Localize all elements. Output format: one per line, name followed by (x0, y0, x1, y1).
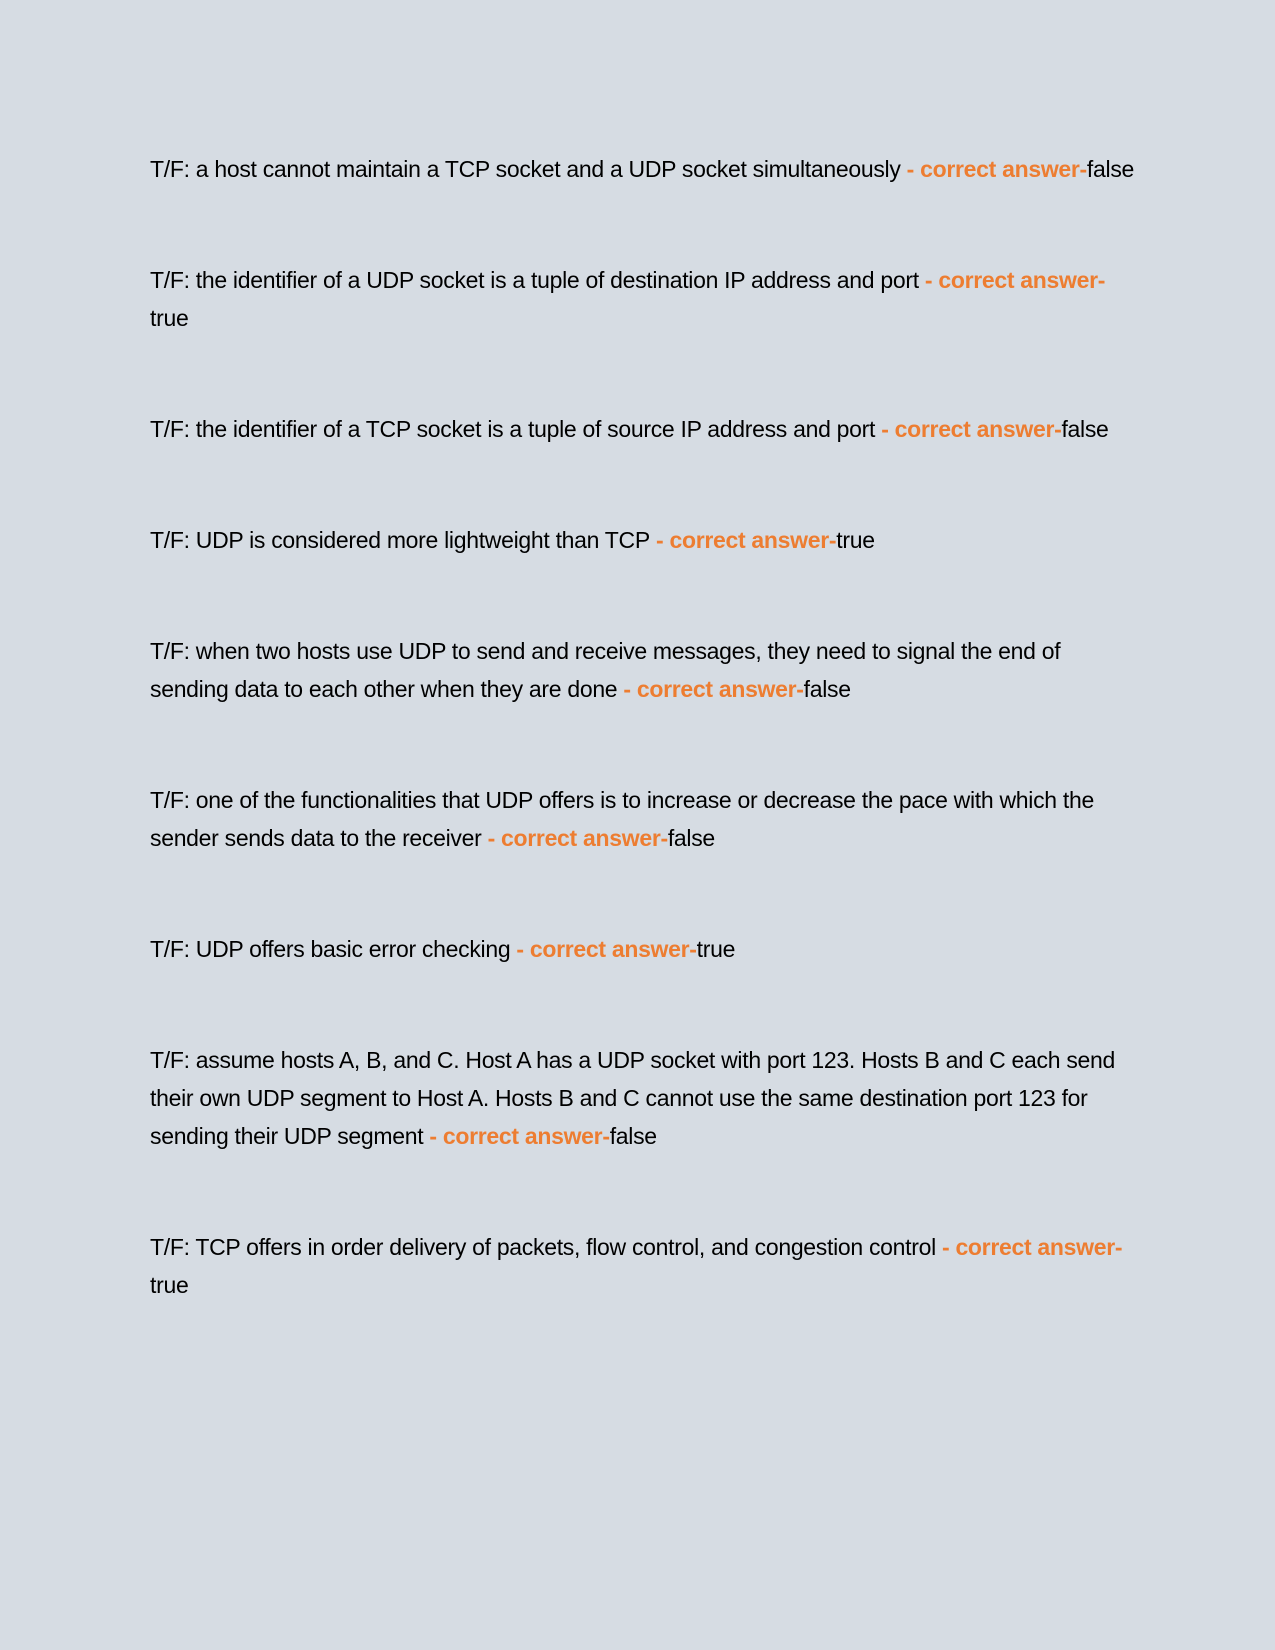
question-item (150, 781, 1135, 857)
answer-label: - correct answer- (510, 936, 697, 962)
answer-label: - correct answer- (900, 156, 1087, 182)
question-item (150, 261, 1135, 337)
question-item (150, 1228, 1135, 1304)
answer-label: - correct answer- (875, 416, 1062, 442)
question-text: T/F: when two hosts use UDP to send and receive messages, they need to signal the end of sending data to each other when they are done (150, 638, 1061, 702)
question-text: T/F: the identifier of a UDP socket is a tuple of destination IP address and port (150, 267, 919, 293)
question-item (150, 632, 1135, 708)
answer-label: - correct answer- (649, 527, 837, 553)
answer-value: false (609, 1123, 657, 1149)
answer-value: true (150, 1272, 189, 1298)
answer-value: false (667, 825, 715, 851)
answer-label: - correct answer- (617, 676, 804, 702)
question-text: T/F: a host cannot maintain a TCP socket and a UDP socket simultaneously (150, 156, 901, 182)
answer-value: true (696, 936, 736, 962)
question-text: T/F: assume hosts A, B, and C. Host A has a UDP socket with port 123. Hosts B and C each send their own UDP segment to Host A. Hosts B and C cannot use the same destination port 123 for sending their UDP segment (150, 1047, 1115, 1149)
answer-label: - correct answer- (918, 267, 1106, 293)
answer-label: - correct answer- (423, 1123, 610, 1149)
answer-value: true (150, 305, 189, 331)
question-item (150, 521, 1135, 559)
answer-value: false (1086, 156, 1135, 182)
question-item (150, 150, 1135, 188)
answer-value: true (836, 527, 875, 553)
question-item (150, 1041, 1135, 1155)
question-text: T/F: the identifier of a TCP socket is a tuple of source IP address and port (150, 416, 876, 442)
answer-label: - correct answer- (935, 1234, 1123, 1260)
answer-value: false (1061, 416, 1109, 442)
question-text: T/F: TCP offers in order delivery of packets, flow control, and congestion control (150, 1234, 936, 1260)
question-text: T/F: UDP offers basic error checking (150, 936, 511, 962)
question-item (150, 930, 1135, 968)
question-text: T/F: one of the functionalities that UDP offers is to increase or decrease the pace with which the sender sends data to the receiver (150, 787, 1094, 851)
question-item (150, 410, 1135, 448)
answer-label: - correct answer- (481, 825, 668, 851)
question-text: T/F: UDP is considered more lightweight than TCP (150, 527, 650, 553)
answer-value: false (803, 676, 851, 702)
